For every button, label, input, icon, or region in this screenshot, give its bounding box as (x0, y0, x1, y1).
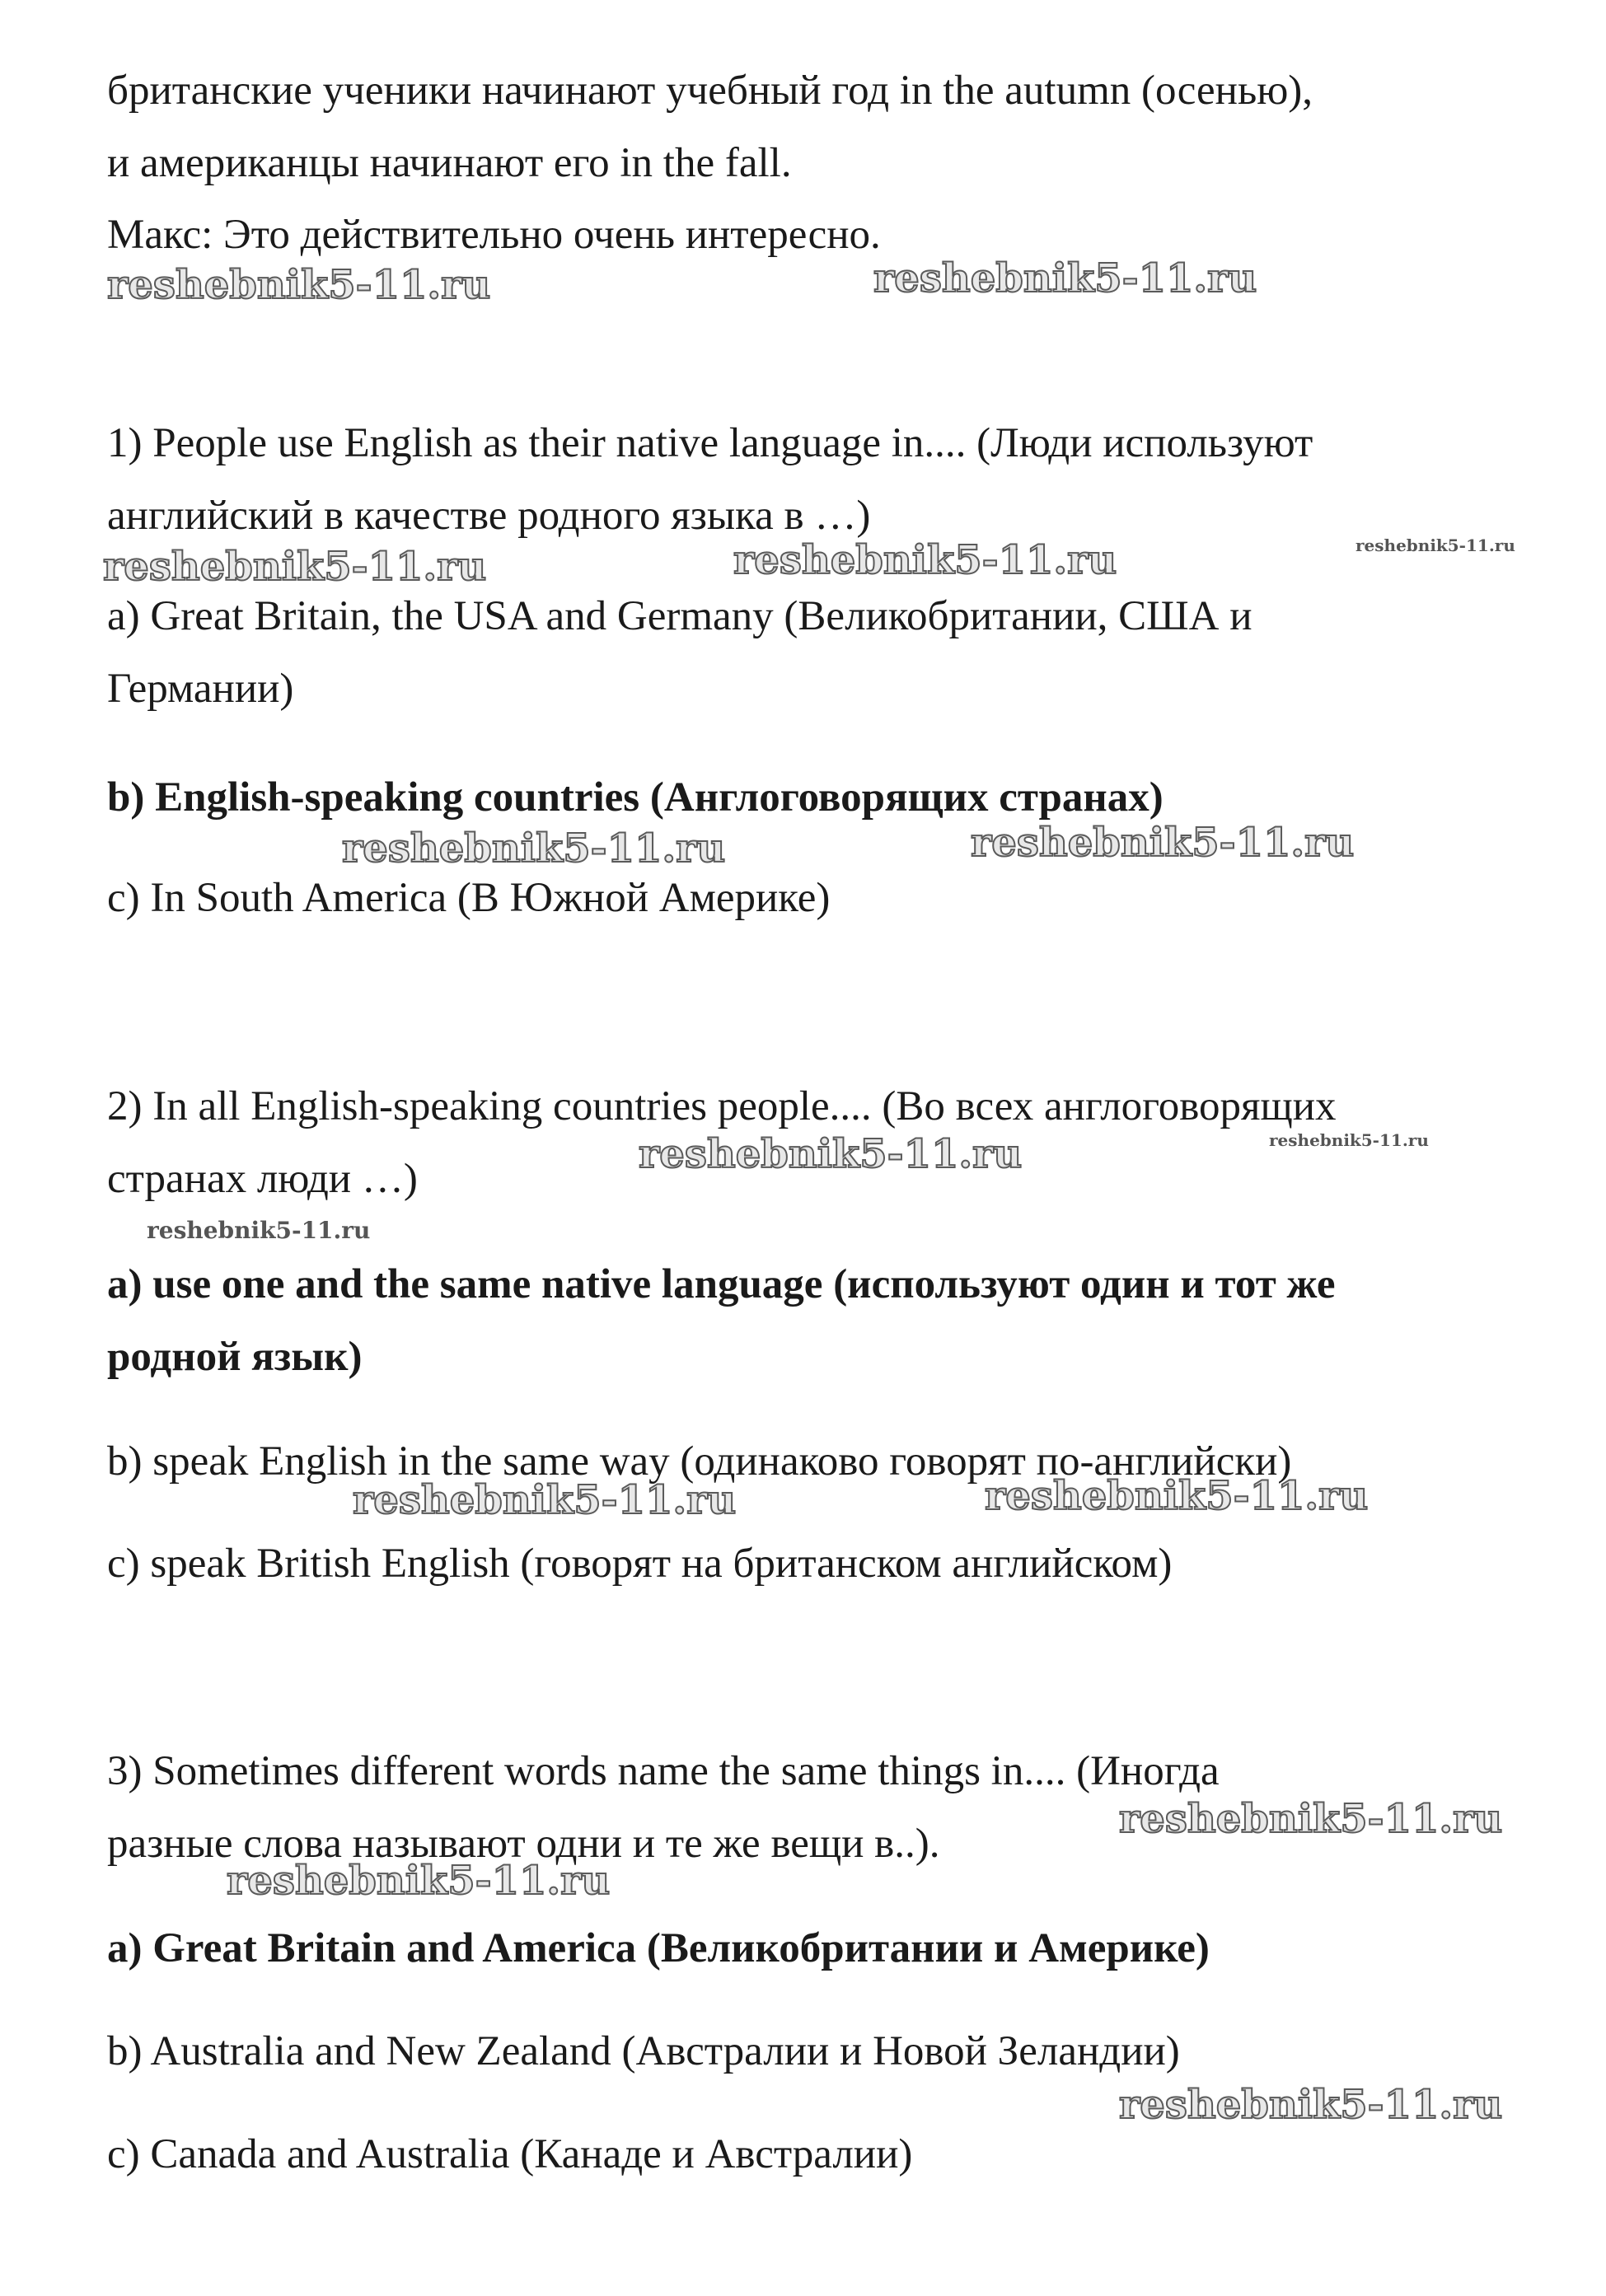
watermark: reshebnik5-11.ru (1119, 2082, 1503, 2128)
answer-1c: c) In South America (В Южной Америке) (107, 875, 831, 921)
answer-2b: b) speak English in the same way (одинаково говорят по-английски) (107, 1438, 1292, 1485)
question-3-line-1: 3) Sometimes different words name the same things in.... (Иногда (107, 1748, 1220, 1794)
answer-2a-line-1: a) use one and the same native language (используют один и тот же (107, 1261, 1336, 1307)
watermark: reshebnik5-11.ru (639, 1131, 1023, 1177)
answer-1a-line-1: a) Great Britain, the USA and Germany (Великобритании, США и (107, 593, 1252, 639)
watermark: reshebnik5-11.ru (1269, 1130, 1429, 1150)
answer-3a: a) Great Britain and America (Великобритании и Америке) (107, 1925, 1210, 1971)
answer-3b: b) Australia and New Zealand (Австралии и Новой Зеландии) (107, 2028, 1180, 2074)
answer-2c: c) speak British English (говорят на британском английском) (107, 1541, 1173, 1587)
question-1-line-1: 1) People use English as their native language in.... (Люди используют (107, 420, 1313, 466)
answer-1b: b) English-speaking countries (Англоговорящих странах) (107, 774, 1164, 821)
watermark: reshebnik5-11.ru (147, 1217, 371, 1244)
watermark: reshebnik5-11.ru (227, 1858, 611, 1904)
question-2-line-1: 2) In all English-speaking countries people.... (Во всех англоговорящих (107, 1083, 1337, 1129)
watermark: reshebnik5-11.ru (107, 262, 491, 308)
answer-1a-line-2: Германии) (107, 666, 294, 712)
question-1-line-2: английский в качестве родного языка в …) (107, 493, 871, 539)
question-3-line-2: разные слова называют одни и те же вещи в..). (107, 1821, 940, 1867)
question-2-line-2: странах люди …) (107, 1156, 418, 1202)
intro-line-1: британские ученики начинают учебный год in the autumn (осенью), (107, 68, 1313, 114)
intro-line-3: Макс: Это действительно очень интересно. (107, 212, 881, 258)
watermark: reshebnik5-11.ru (103, 544, 487, 590)
watermark: reshebnik5-11.ru (971, 820, 1355, 866)
answer-3c: c) Canada and Australia (Канаде и Австралии) (107, 2131, 913, 2177)
watermark: reshebnik5-11.ru (353, 1477, 737, 1523)
watermark: reshebnik5-11.ru (985, 1473, 1369, 1519)
watermark: reshebnik5-11.ru (733, 537, 1117, 583)
watermark: reshebnik5-11.ru (1119, 1796, 1503, 1842)
intro-line-2: и американцы начинают его in the fall. (107, 140, 792, 186)
watermark: reshebnik5-11.ru (1356, 535, 1515, 555)
watermark: reshebnik5-11.ru (873, 255, 1257, 302)
watermark: reshebnik5-11.ru (342, 825, 726, 872)
answer-2a-line-2: родной язык) (107, 1334, 363, 1380)
